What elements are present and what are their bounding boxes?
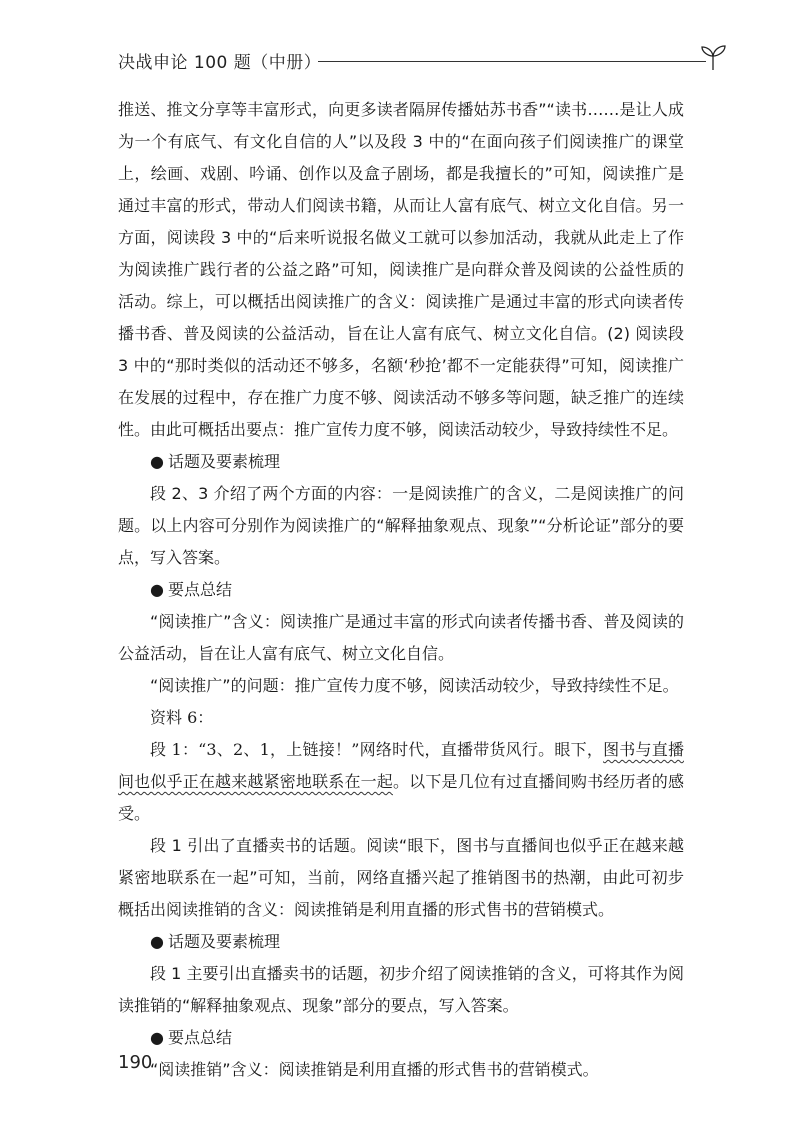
paragraph-summary-definition-2: “阅读推销”含义：阅读推销是利用直播的形式售书的营销模式。 xyxy=(150,1060,599,1079)
bullet-icon: ● xyxy=(150,452,164,471)
heading-text: 话题及要素梳理 xyxy=(167,452,280,471)
heading-text: 话题及要素梳理 xyxy=(167,932,280,951)
page-number: 190 xyxy=(118,1052,153,1073)
bullet-icon: ● xyxy=(150,1028,164,1047)
paragraph-topic-2: 段 1 主要引出直播卖书的话题，初步介绍了阅读推销的含义，可将其作为阅读推销的“解释抽象观点、现象”部分的要点，写入答案。 xyxy=(118,964,684,1015)
bullet-icon: ● xyxy=(150,932,164,951)
heading-text: 要点总结 xyxy=(167,580,232,599)
paragraph-summary-problem: “阅读推广”的问题：推广宣传力度不够，阅读活动较少，导致持续性不足。 xyxy=(150,676,679,695)
paragraph-summary-definition: “阅读推广”含义：阅读推广是通过丰富的形式向读者传播书香、普及阅读的公益活动，旨在让人富有底气、树立文化自信。 xyxy=(118,612,684,663)
section-heading-summary xyxy=(118,574,684,606)
excerpt-suffix: 。以下是几位有过直播间购书经历者的感受。 xyxy=(118,772,684,823)
paragraph-analysis-1: 推送、推文分享等丰富形式，向更多读者隔屏传播姑苏书香”“读书……是让人成为一个有底气、有文化自信的人”以及段 3 中的“在面向孩子们阅读推广的课堂上，绘画、戏剧、吟诵、创作以及盒子剧场，都是我擅长的”可知，阅读推广是通过丰富的形式，带动人们阅读书籍，从而让人富有底气、树立文化自信。另一方面，阅读段 3 中的“后来听说报名做义工就可以参加活动，我就从此走上了作为阅读推广践行者的公益之路”可知，阅读推广是向群众普及阅读的公益性质的活动。综上，可以概括出阅读推广的含义：阅读推广是通过丰富的形式向读者传播书香、普及阅读的公益活动，旨在让人富有底气、树立文化自信。(2) 阅读段 3 中的“那时类似的活动还不够多，名额‘秒抢’都不一定能获得”可知，阅读推广在发展的过程中，存在推广力度不够、阅读活动不够多等问题，缺乏推广的连续性。由此可概括出要点：推广宣传力度不够，阅读活动较少，导致持续性不足。 xyxy=(118,100,684,439)
paragraph-topic-1: 段 2、3 介绍了两个方面的内容：一是阅读推广的含义，二是阅读推广的问题。以上内容可分别作为阅读推广的“解释抽象观点、现象”“分析论证”部分的要点，写入答案。 xyxy=(118,484,684,567)
section-heading-summary-2 xyxy=(118,1022,684,1054)
excerpt-prefix: 段 1：“3、2、1，上链接！”网络时代，直播带货风行。眼下， xyxy=(150,740,604,759)
header-rule xyxy=(318,61,706,62)
page-body xyxy=(118,94,684,1086)
excerpt-highlight: 图书与直播间也似乎正在越来越紧密地联系在一起 xyxy=(118,740,684,791)
material-label: 资料 6： xyxy=(150,708,214,727)
section-heading-topic xyxy=(118,446,684,478)
bullet-icon: ● xyxy=(150,580,164,599)
material-excerpt xyxy=(118,734,684,830)
paragraph-analysis-2: 段 1 引出了直播卖书的话题。阅读“眼下，图书与直播间也似乎正在越来越紧密地联系在一起”可知，当前，网络直播兴起了推销图书的热潮，由此可初步概括出阅读推销的含义：阅读推销是利用直播的形式售书的营销模式。 xyxy=(118,836,684,919)
heading-text: 要点总结 xyxy=(167,1028,232,1047)
page-header xyxy=(118,42,728,76)
section-heading-topic-2 xyxy=(118,926,684,958)
book-title: 决战申论 100 题（中册） xyxy=(118,53,322,73)
sprout-icon xyxy=(698,42,728,72)
